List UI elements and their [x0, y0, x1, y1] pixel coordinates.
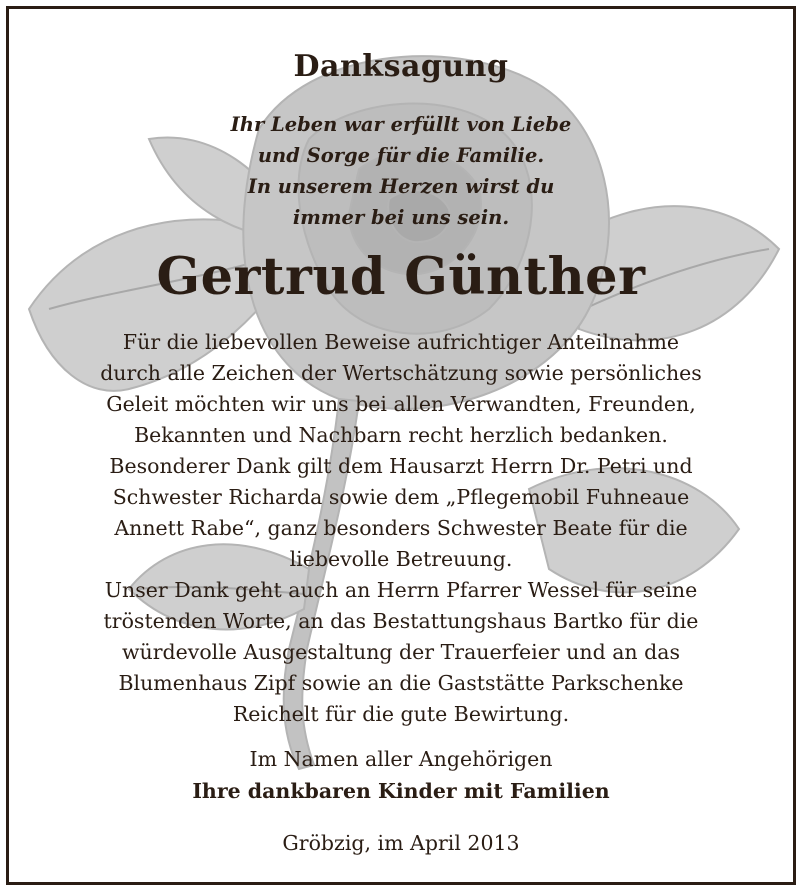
- thanks-line: tröstenden Worte, an das Bestattungshaus Bartko für die: [103, 609, 699, 633]
- thanks-line: Annett Rabe“, ganz besonders Schwester Beate für die: [114, 516, 688, 540]
- motto-line: In unserem Herzen wirst du: [247, 175, 555, 198]
- thanks-line: Blumenhaus Zipf sowie an die Gaststätte Parkschenke: [118, 671, 684, 695]
- place-date: Gröbzig, im April 2013: [282, 831, 520, 855]
- motto-line: Ihr Leben war erfüllt von Liebe: [230, 113, 572, 136]
- thanks-line: Reichelt für die gute Bewirtung.: [232, 702, 570, 726]
- motto-line: immer bei uns sein.: [292, 206, 510, 229]
- obituary-notice: [6, 6, 796, 885]
- thanks-line: durch alle Zeichen der Wertschätzung sowie persönliches: [100, 361, 702, 385]
- signature-names: Ihre dankbaren Kinder mit Familien: [192, 779, 610, 803]
- thanks-line: Geleit möchten wir uns bei allen Verwandten, Freunden,: [106, 392, 696, 416]
- deceased-name: Gertrud Günther: [156, 247, 646, 307]
- signature-intro: Im Namen aller Angehörigen: [249, 747, 553, 771]
- motto: [9, 109, 793, 233]
- notice-heading: Danksagung: [293, 49, 509, 84]
- thanks-line: Besonderer Dank gilt dem Hausarzt Herrn Dr. Petri und: [109, 454, 693, 478]
- thanks-line: würdevolle Ausgestaltung der Trauerfeier und an das: [121, 640, 681, 664]
- motto-line: und Sorge für die Familie.: [257, 144, 545, 167]
- thanks-line: Schwester Richarda sowie dem „Pflegemobil Fuhneaue: [112, 485, 690, 509]
- thanks-line: liebevolle Betreuung.: [289, 547, 513, 571]
- thanks-line: Bekannten und Nachbarn recht herzlich bedanken.: [134, 423, 668, 447]
- thanks-text: [9, 327, 793, 730]
- thanks-line: Für die liebevollen Beweise aufrichtiger Anteilnahme: [122, 330, 680, 354]
- thanks-line: Unser Dank geht auch an Herrn Pfarrer Wessel für seine: [104, 578, 698, 602]
- signature-block: [9, 743, 793, 807]
